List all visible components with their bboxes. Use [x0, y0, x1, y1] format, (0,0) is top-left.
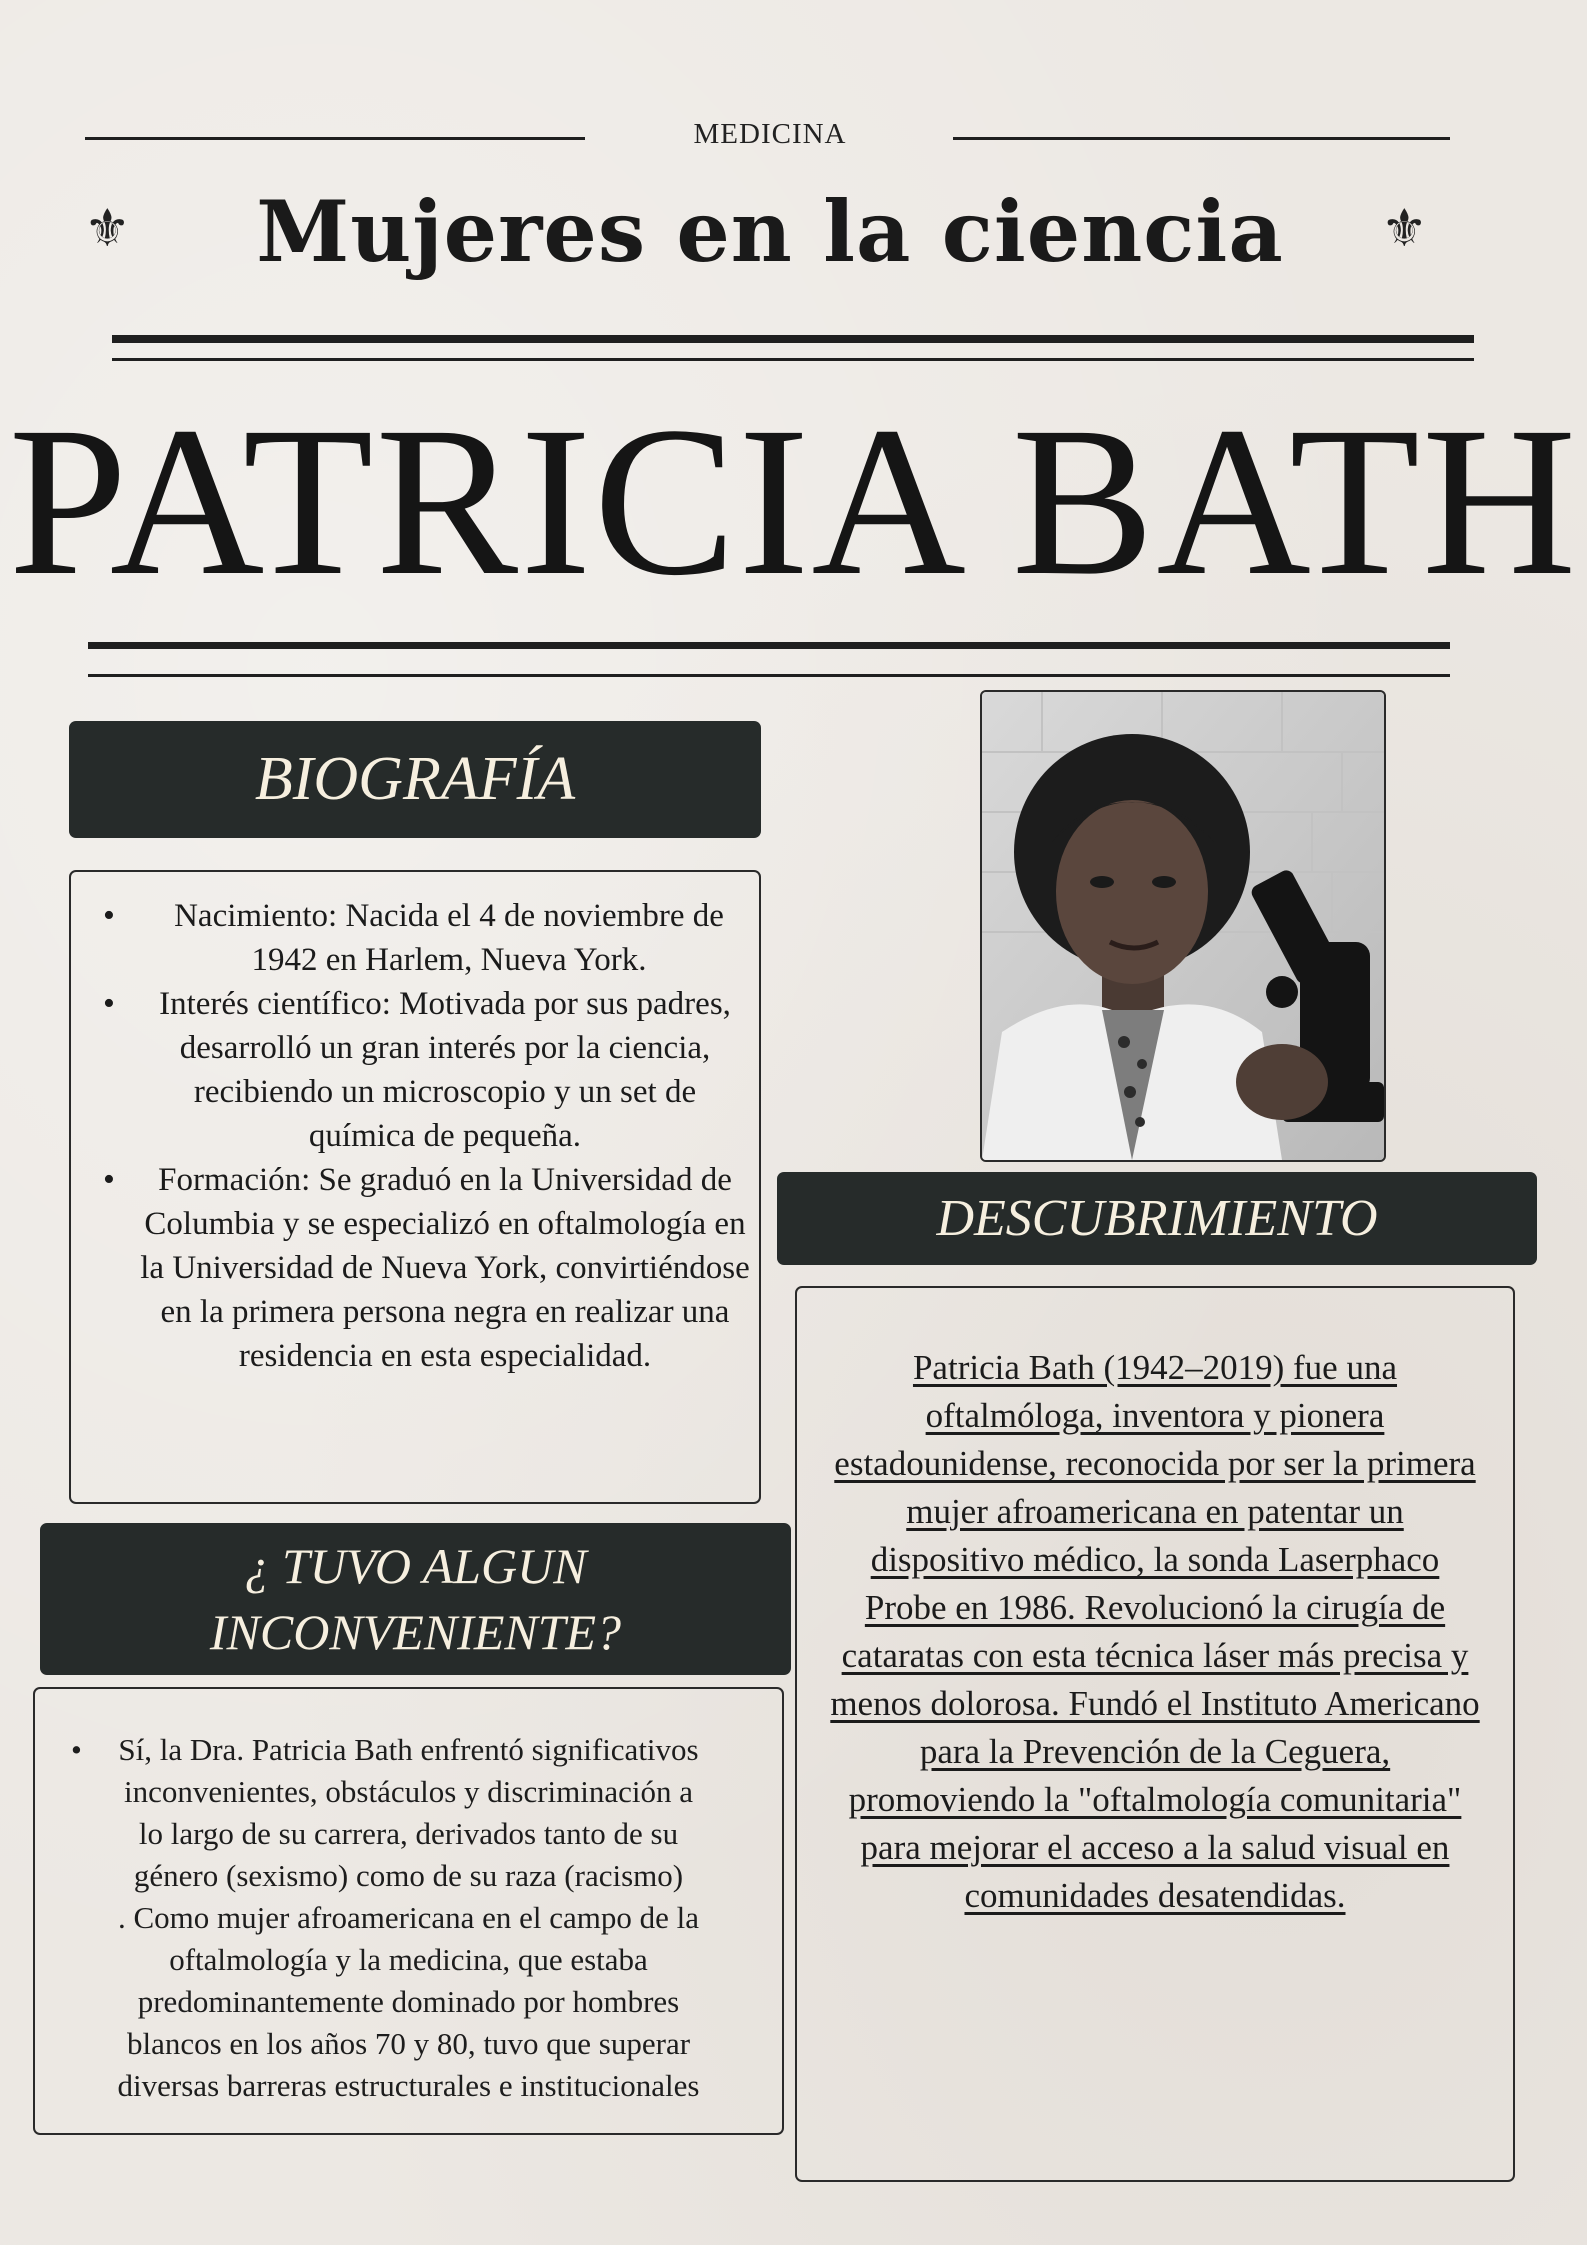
section-label: MEDICINA [693, 118, 847, 150]
headline: PATRICIA BATH [8, 383, 1579, 620]
masthead-rule-thin [112, 358, 1474, 361]
descubrimiento-text: Patricia Bath (1942–2019) fue una oftalmóloga, inventora y pionera estadounidense, reconocida por ser la primera mujer afroamericana en patentar un dispositivo médico, la sonda Laserphaco Probe en 1986. Revolucionó la cirugía de cataratas con esta técnica láser más precisa y menos dolorosa. Fundó el Instituto Americano para la Prevención de la Ceguera, promoviendo la "oftalmología comunitaria" para mejorar el acceso a la salud visual en comunidades desatendidas. [830, 1348, 1480, 1915]
portrait-photo [980, 690, 1386, 1162]
masthead-rule-thick [112, 335, 1474, 343]
biografia-list [99, 894, 759, 1378]
inconveniente-box [33, 1687, 784, 2135]
bullet-icon: • [71, 1732, 82, 1767]
headline-rule-thin [88, 674, 1450, 677]
biografia-box [69, 870, 761, 1504]
descubrimiento-banner [777, 1172, 1537, 1265]
list-item: • Interés científico: Motivada por sus padres, desarrolló un gran interés por la ciencia, recibiendo un microscopio y un set de química de pequeña. [99, 982, 759, 1158]
list-item: • Nacimiento: Nacida el 4 de noviembre de 1942 en Harlem, Nueva York. [99, 894, 759, 982]
list-item: • Formación: Se graduó en la Universidad de Columbia y se especializó en oftalmología en la Universidad de Nueva York, convirtiéndose en la primera persona negra en realizar una residencia en esta especialidad. [99, 1158, 759, 1378]
portrait-illustration [982, 692, 1384, 1160]
inconveniente-banner [40, 1523, 791, 1675]
fleur-de-lis-icon: ⚜ [1381, 201, 1428, 258]
fleur-de-lis-icon: ⚜ [84, 201, 131, 258]
descubrimiento-title: DESCUBRIMIENTO [936, 1190, 1378, 1247]
bullet-icon: • [103, 1161, 115, 1198]
inconveniente-body: • Sí, la Dra. Patricia Bath enfrentó significativos inconvenientes, obstáculos y discriminación a lo largo de su carrera, derivados tanto de su género (sexismo) como de su raza (racismo) . Como mujer afroamericana en el campo de la oftalmología y la medicina, que estaba predominantemente dominado por hombres blancos en los años 70 y 80, tuvo que superar diversas barreras estructurales e institucionales [49, 1729, 768, 2107]
inconveniente-title-line1: ¿ TUVO ALGUN [244, 1538, 587, 1594]
biografia-banner [69, 721, 761, 838]
inconveniente-title-line2: INCONVENIENTE? [209, 1604, 622, 1660]
headline-rule-thick [88, 642, 1450, 649]
descubrimiento-box [795, 1286, 1515, 2182]
bullet-icon: • [103, 897, 115, 934]
masthead-title: Mujeres en la ciencia [256, 182, 1284, 281]
biografia-title: BIOGRAFÍA [254, 745, 576, 813]
bullet-icon: • [103, 985, 115, 1022]
